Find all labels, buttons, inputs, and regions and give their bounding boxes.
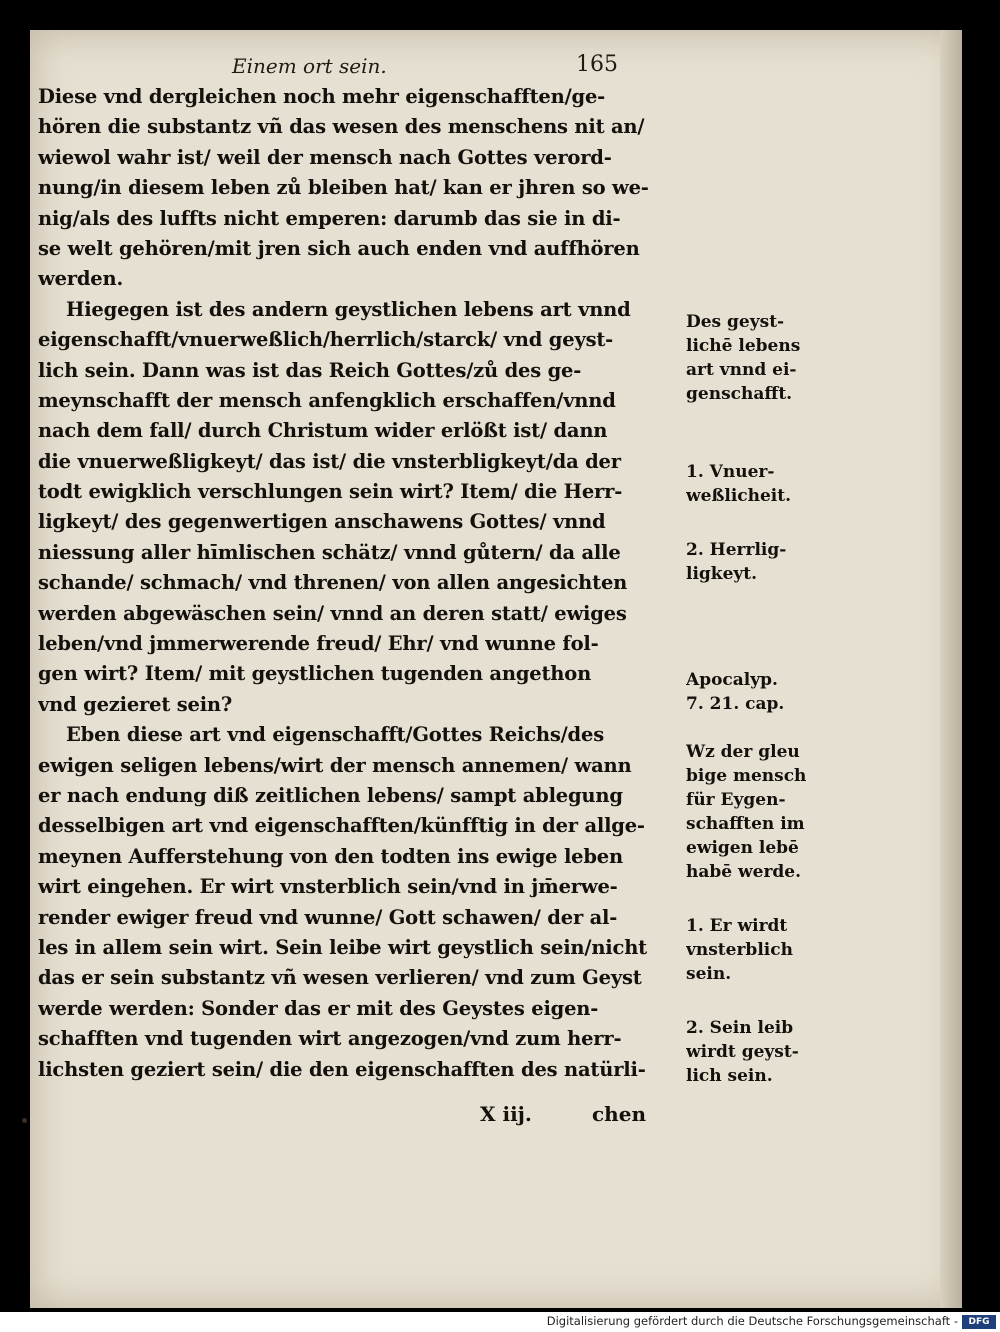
page-edge xyxy=(940,30,962,1308)
text-line: schande/ schmach/ vnd threnen/ von allen angesichten xyxy=(38,571,628,595)
margin-note-line: lich sein. xyxy=(686,1066,773,1086)
text-line: nung/in diesem leben zů bleiben hat/ kan er jhren so we- xyxy=(38,176,649,200)
text-line: lich sein. Dann was ist das Reich Gottes/zů des ge- xyxy=(38,358,582,382)
text-line: vnd gezieret sein? xyxy=(38,692,233,716)
margin-note-line: Wz der gleu xyxy=(686,742,800,762)
text-line: das er sein substantz vñ wesen verlieren/ vnd zum Geyst xyxy=(38,966,642,990)
margin-note-line: habē werde. xyxy=(686,862,802,882)
funding-notice: Digitalisierung gefördert durch die Deutsche Forschungsgemeinschaft - xyxy=(546,1314,958,1328)
text-line: werden. xyxy=(38,267,124,291)
margin-note-line: 7. 21. cap. xyxy=(686,694,785,714)
text-line: se welt gehören/mit jren sich auch enden vnd auffhören xyxy=(38,236,640,260)
text-line: hören die substantz vñ das wesen des menschens nit an/ xyxy=(38,115,645,139)
margin-note-line: Apocalyp. xyxy=(686,670,778,690)
page-number: 165 xyxy=(576,52,618,77)
text-line: todt ewigklich verschlungen sein wirt? Item/ die Herr- xyxy=(38,480,623,504)
margin-note-incorruptibility xyxy=(686,460,836,508)
dfg-logo: DFG xyxy=(962,1315,996,1329)
margin-note-line: 2. Herrlig- xyxy=(686,540,787,560)
text-line: er nach endung diß zeitlichen lebens/ sampt ablegung xyxy=(38,783,623,807)
margin-note-line: 1. Vnuer- xyxy=(686,462,775,482)
margin-note-line: vnsterblich xyxy=(686,940,793,960)
margin-note-line: ligkeyt. xyxy=(686,564,758,584)
margin-note-apocalypse xyxy=(686,668,836,716)
text-line: niessung aller hīmlischen schätz/ vnnd gůtern/ da alle xyxy=(38,540,621,564)
margin-note-line: 2. Sein leib xyxy=(686,1018,794,1038)
margin-note-immortal xyxy=(686,914,836,986)
text-line: wirt eingehen. Er wirt vnsterblich sein/vnd in jm̄erwe- xyxy=(38,875,618,899)
text-line: schafften vnd tugenden wirt angezogen/vnd zum herr- xyxy=(38,1027,622,1051)
text-line: desselbigen art vnd eigenschafften/künfftig in der allge- xyxy=(38,814,645,838)
signature-mark: X iij. xyxy=(480,1102,532,1126)
text-line: nach dem fall/ durch Christum wider erlößt ist/ dann xyxy=(38,419,608,443)
ink-dot xyxy=(22,1118,27,1123)
text-line: Hiegegen ist des andern geystlichen lebens art vnnd xyxy=(66,297,631,321)
margin-note-believer xyxy=(686,740,836,884)
margin-note-line: Des geyst- xyxy=(686,312,785,332)
text-line: die vnuerweßligkeyt/ das ist/ die vnsterbligkeyt/da der xyxy=(38,449,621,473)
margin-note-line: sein. xyxy=(686,964,732,984)
text-line: Diese vnd dergleichen noch mehr eigenschafften/ge- xyxy=(38,85,606,108)
running-title: Einem ort sein. xyxy=(232,54,387,78)
footer-bar xyxy=(0,1312,1000,1332)
text-line: meynen Aufferstehung von den todten ins ewige leben xyxy=(38,844,623,868)
text-line: ligkeyt/ des gegenwertigen anschawens Gottes/ vnnd xyxy=(38,510,606,534)
margin-note-line: ewigen lebē xyxy=(686,838,799,858)
text-line: nig/als des luffts nicht emperen: darumb das sie in di- xyxy=(38,206,621,230)
margin-note-line: art vnnd ei- xyxy=(686,360,797,380)
text-line: gen wirt? Item/ mit geystlichen tugenden angethon xyxy=(38,662,592,686)
margin-note-spiritual-life xyxy=(686,310,836,406)
margin-note-line: wirdt geyst- xyxy=(686,1042,799,1062)
text-line: render ewiger freud vnd wunne/ Gott schawen/ der al- xyxy=(38,905,618,929)
margin-note-spiritual-body xyxy=(686,1016,836,1088)
margin-note-line: schafften im xyxy=(686,814,805,834)
text-line: les in allem sein wirt. Sein leibe wirt geystlich sein/nicht xyxy=(38,935,647,959)
text-line: werde werden: Sonder das er mit des Geystes eigen- xyxy=(38,996,599,1020)
catchword: chen xyxy=(592,1102,646,1126)
margin-note-line: für Eygen- xyxy=(686,790,786,810)
margin-note-line: lichē lebens xyxy=(686,336,801,356)
text-line: leben/vnd jmmerwerende freud/ Ehr/ vnd wunne fol- xyxy=(38,632,599,656)
margin-note-glory xyxy=(686,538,836,586)
text-line: meynschafft der mensch anfengklich erschaffen/vnnd xyxy=(38,388,616,412)
text-line: lichsten geziert sein/ die den eigenschafften des natürli- xyxy=(38,1057,646,1081)
text-line: werden abgewäschen sein/ vnnd an deren statt/ ewiges xyxy=(38,601,627,625)
margin-note-line: 1. Er wirdt xyxy=(686,916,788,936)
margin-note-line: bige mensch xyxy=(686,766,807,786)
margin-note-line: weßlicheit. xyxy=(686,486,792,506)
text-line: eigenschafft/vnuerweßlich/herrlich/starck/ vnd geyst- xyxy=(38,328,614,352)
text-line: ewigen seligen lebens/wirt der mensch annemen/ wann xyxy=(38,753,632,777)
margin-note-line: genschafft. xyxy=(686,384,793,404)
text-line: Eben diese art vnd eigenschafft/Gottes Reichs/des xyxy=(66,723,604,747)
main-text-block xyxy=(38,82,807,1086)
text-line: wiewol wahr ist/ weil der mensch nach Gottes verord- xyxy=(38,145,612,169)
